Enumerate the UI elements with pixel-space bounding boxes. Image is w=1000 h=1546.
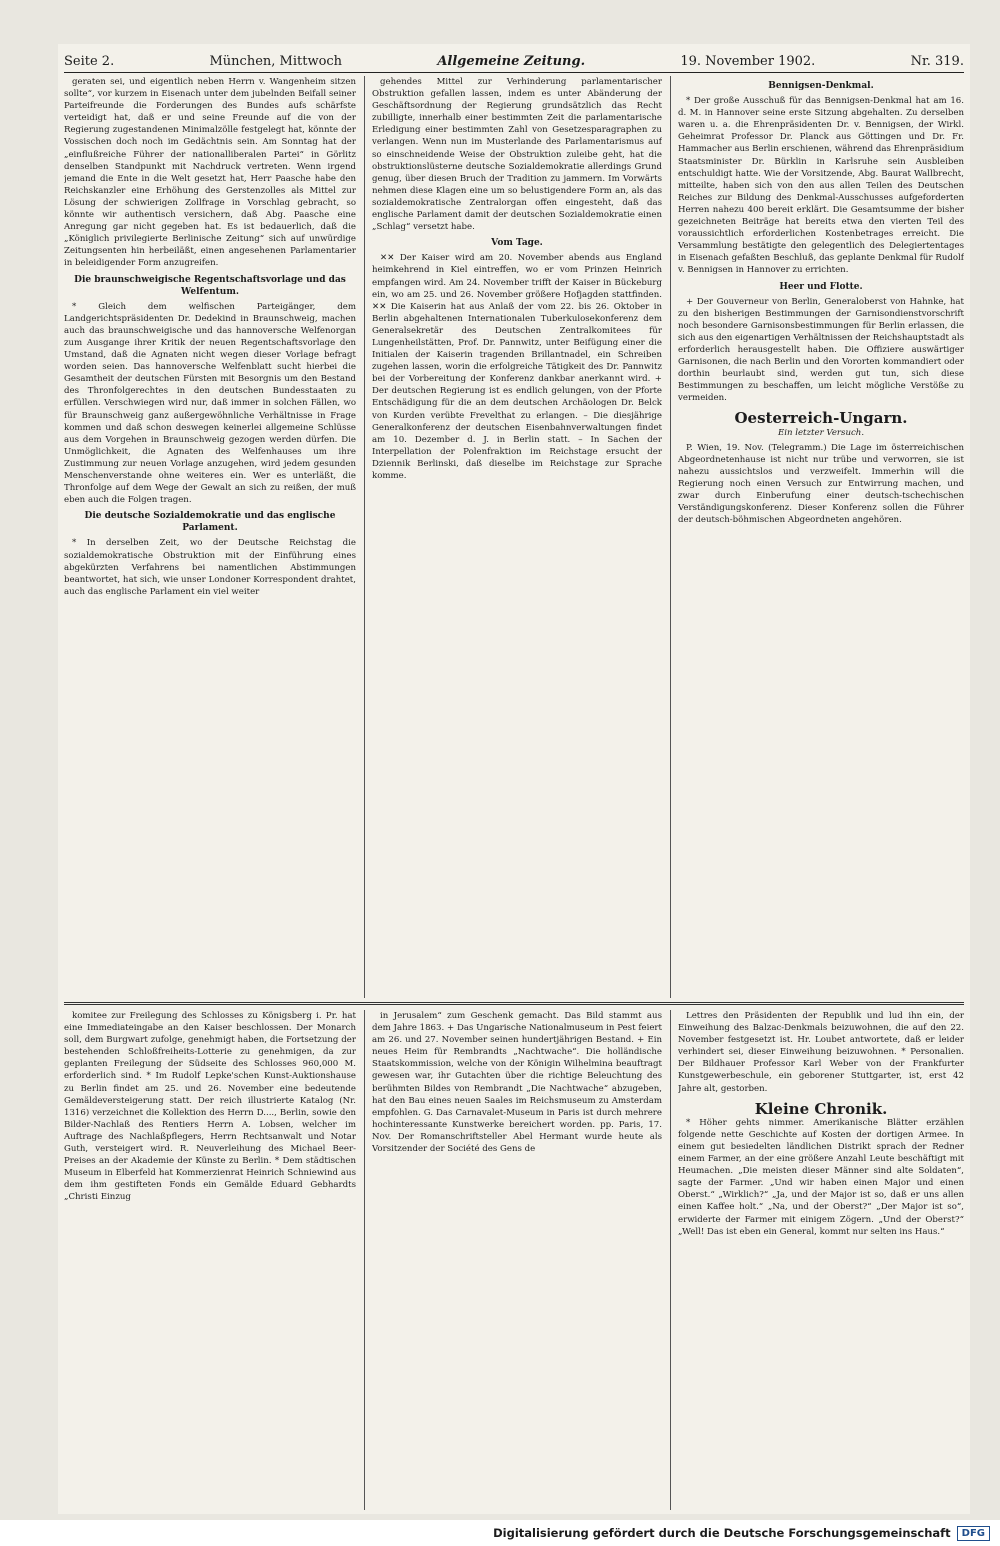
bottom-column-2	[372, 1010, 662, 1510]
article-text: + Der Gouverneur von Berlin, Generaloberst von Hahnke, hat zu den bisherigen Bestimmungen der Garnisondienstvorschrift noch besondere Garnisonsbestimmungen für Berlin erlassen, die sich aus den eigenartigen Verhältnissen der Reichshauptstadt als erforderlich herausgestellt haben. Die Offiziere auswärtiger Garnisonen, die nach Berlin und den Vororten kommandiert oder dorthin beurlaubt sind, werden gut tun, sich diese Bestimmungen zu beschaffen, um leicht mögliche Verstöße zu vermeiden.	[678, 296, 964, 404]
article-text: * Gleich dem welfischen Parteigänger, dem Landgerichtspräsidenten Dr. Dedekind in Braunschweig, machen auch das braunschweigische und das hannoversche Welfenorgan zum Ausgange ihrer Kritik der neuen Regentschaftsvorlage den Umstand, daß die Agnaten nicht wegen dieser Vorlage befragt worden seien. Das hannoversche Welfenblatt sucht hierbei die Gesamtheit der deutschen Fürsten mit Besorgnis um den Bestand des Thronfolgerechtes in den deutschen Bundesstaaten zu erfüllen. Verschwiegen wird nur, daß immer in solchen Fällen, wo für Braunschweig ganz außergewöhnliche Verhältnisse in Frage kommen und daß schon deswegen keinerlei allgemeine Schlüsse aus dem Vorgehen in Braunschweig gezogen werden dürfen. Die Unmöglichkeit, die Agnaten des Welfenhauses um ihre Zustimmung zur neuen Vorlage anzugehen, wird jedem gesunden Menschenverstande ohne weiteres ein. Wer es unterläßt, die Thronfolge auf dem Wege der Gewalt an sich zu reißen, der muß eben auch die Folgen tragen.	[64, 301, 356, 506]
page-header	[64, 50, 964, 73]
bottom-column-1	[64, 1010, 356, 1510]
column-2	[372, 76, 662, 1000]
article-heading: Vom Tage.	[491, 238, 543, 249]
paper-title: Allgemeine Zeitung.	[437, 53, 586, 69]
article-text: gehendes Mittel zur Verhinderung parlamentarischer Obstruktion gefallen lassen, indem es unter Abänderung der Geschäftsordnung der Regierung grundsätzlich das Recht zubilligte, innerhalb einer bestimmten Zeit die parlamentarische Erledigung einer bestimmten Zahl von Gesetzesparagraphen zu verlangen. Wenn nun im Musterlande des Parlamentarismus auf so einschneidende Weise der Obstruktion zuleibe geht, hat die obstruktionslüsterne deutsche Sozialdemokratie allerdings Grund genug, über diesen Bruch der Tradition zu jammern. Im Vorwärts nehmen diese Klagen eine um so belustigendere Form an, als das sozialdemokratische Zentralorgan offen eingesteht, daß das englische Parlament damit der deutschen Sozialdemokratie einen „Schlag“ versetzt habe.	[372, 77, 662, 233]
article-heading: Heer und Flotte.	[779, 281, 863, 292]
feuilleton-separator	[64, 1002, 964, 1005]
section-title: Kleine Chronik.	[754, 1099, 888, 1118]
article-text: * Höher gehts nimmer. Amerikanische Blätter erzählen folgende nette Geschichte auf Kosten der dortigen Armee. In einem gut besiedelten ländlichen Distrikt sprach der Redner einem Farmer, an der eine größere Anzahl Leute beschäftigt mit Heumachen. „Die meisten dieser Männer sind alte Soldaten“, sagte der Farmer. „Und wir haben einen Major und einen Oberst.“ „Wirklich?“ „Ja, und der Major ist so, daß er uns allen einen Kaffee holt.“ „Na, und der Oberst?“ „Der Major ist so“, erwiderte der Farmer mit einigem Zögern. „Und der Oberst?“ „Well! Das ist eben ein General, kommt nur selten ins Haus.“	[678, 1117, 964, 1237]
issue-location: München, Mittwoch	[209, 53, 343, 69]
column-1	[64, 76, 356, 1000]
article-text: * Der große Ausschuß für das Bennigsen-Denkmal hat am 16. d. M. in Hannover seine erste Sitzung abgehalten. Zu derselben waren u. a. die Ehrenpräsidenten Dr. v. Bennigsen, der Wirkl. Geheimrat Professor Dr. Planck aus Göttingen und Dr. Fr. Hammacher aus Berlin erschienen, während das Ehrenpräsidium Staatsminister Dr. Bürklin in Karlsruhe sein Ausbleiben entschuldigt hatte. Wie der Vorsitzende, Abg. Baurat Wallbrecht, mitteilte, haben sich von den aus allen Teilen des Deutschen Reiches zur Bildung des Denkmal-Ausschusses aufgeforderten Herren nahezu 400 bereit erklärt. Die Gesamtsumme der bisher gezeichneten Beiträge hat bereits etwa den vierten Teil des voraussichtlich erforderlichen Kostenbetrages erreicht. Die Versammlung bestätigte den gelegentlich des Delegiertentages in Eisenach gefaßten Beschluß, das geplante Denkmal für Rudolf v. Bennigsen in Hannover zu errichten.	[678, 96, 964, 276]
funding-credit: Digitalisierung gefördert durch die Deutsche Forschungsgemeinschaft	[493, 1526, 951, 1540]
article-heading: Bennigsen-Denkmal.	[768, 81, 874, 91]
column-3	[678, 76, 964, 1000]
article-text: komitee zur Freilegung des Schlosses zu Königsberg i. Pr. hat eine Immediateingabe an den Kaiser beschlossen. Der Monarch soll, dem Burgwart zufolge, genehmigt haben, die Fortsetzung der bestehenden Schloßfreiheits-Lotterie zu genehmigen, da zur geplanten Freilegung der Südseite des Schlosses 960,000 M. erforderlich sind. * Im Rudolf Lepke'schen Kunst-Auktionshause zu Berlin findet am 25. und 26. November eine bedeutende Gemäldeversteigerung statt. Der reich illustrierte Katalog (Nr. 1316) verzeichnet die Kollektion des Herrn D...., Berlin, sowie den Bilder-Nachlaß des Rentiers Herrn A. Lobsen, welcher im Auftrage des Nachlaßpflegers, Herrn Rechtsanwalt und Notar Guth, versteigert wird. R. Neuverleihung des Michael Beer-Preises an der Akademie der Künste zu Berlin. * Dem städtischen Museum in Elberfeld hat Kommerzienrat Heinrich Schniewind aus dem ihm gestifteten Fonds ein Gemälde Eduard Gebhardts „Christi Einzug	[64, 1011, 356, 1203]
article-text: Lettres den Präsidenten der Republik und lud ihn ein, der Einweihung des Balzac-Denkmals beizuwohnen, die auf den 22. November festgesetzt ist. Hr. Loubet antwortete, daß er leider verhindert sei, dieser Einweihung beizuwohnen. * Personalien. Der Bildhauer Professor Karl Weber von der Frankfurter Kunstgewerbeschule, ein geborener Stuttgarter, ist, erst 42 Jahre alt, gestorben.	[678, 1011, 964, 1094]
article-text: in Jerusalem“ zum Geschenk gemacht. Das Bild stammt aus dem Jahre 1863. + Das Ungarische Nationalmuseum in Pest feiert am 26. und 27. November seinen hundertjährigen Bestand. + Ein neues Heim für Rembrandts „Nachtwache“. Die holländische Staatskommission, welche von der Königin Wilhelmina beauftragt gewesen war, ihr Gutachten über die richtige Beleuchtung des berühmten Bildes von Rembrandt „Die Nachtwache“ abzugeben, hat den Bau eines neuen Saales im Reichsmuseum zu Amsterdam empfohlen. G. Das Carnavalet-Museum in Paris ist durch mehrere hochinteressante Kunstwerke bereichert worden. pp. Paris, 17. Nov. Der Romanschriftsteller Abel Hermant wurde heute als Vorsitzender der Société des Gens de	[372, 1011, 662, 1155]
dfg-logo: DFG	[957, 1526, 990, 1541]
column-divider	[364, 1010, 365, 1510]
article-heading: Die deutsche Sozialdemokratie und das englische Parlament.	[84, 511, 336, 534]
column-divider	[670, 76, 671, 998]
article-text: geraten sei, und eigentlich neben Herrn v. Wangenheim sitzen sollte“, vor kurzem in Eisenach unter dem jubelnden Beifall seiner Parteifreunde die Forderungen des Bundes aufs schärfste verteidigt hat, daß er und seine Freunde auf die von der Regierung zugestandenen Minimalzölle festgelegt hat, könnte der Vossischen doch noch im Gedächtnis sein. Am Sonntag hat der „einflußreiche Führer der nationalliberalen Partei“ in Görlitz denselben Standpunkt mit Nachdruck vertreten. Wenn irgend jemand die Ente in die Welt gesetzt hat, Herr Paasche habe den Reichskanzler eine Erhöhung des Gerstenzolles als Mittel zur Lösung der schwierigen Zollfrage in Vorschlag gebracht, so könnte wir authentisch versichern, daß Abg. Paasche eine Anregung gar nicht gegeben hat. Es ist bedauerlich, daß die „Königlich privilegierte Berlinische Zeitung“ sich auf unwürdige Zeitungsenten hin herbeiläßt, einen angesehenen Parlamentarier in beleidigender Form anzugreifen.	[64, 77, 356, 269]
issue-number: Nr. 319.	[910, 53, 964, 69]
digitization-footer	[0, 1520, 1000, 1546]
section-title: Oesterreich-Ungarn.	[734, 409, 908, 428]
issue-date: 19. November 1902.	[680, 53, 816, 69]
newspaper-page	[58, 44, 970, 1514]
article-text: ✕✕ Der Kaiser wird am 20. November abends aus England heimkehrend in Kiel eintreffen, wo er vom Prinzen Heinrich empfangen wird. Am 24. November trifft der Kaiser in Bückeburg ein, wo am 25. und 26. November größere Hofjagden stattfinden. ✕✕ Die Kaiserin hat aus Anlaß der vom 22. bis 26. Oktober in Berlin abgehaltenen Internationalen Tuberkulosekonferenz dem Generalsekretär des Deutschen Zentralkomitees für Lungenheilstätten, Prof. Dr. Pannwitz, unter Beifügung einer die Initialen der Kaiserin tragenden Brillantnadel, ein Schreiben zugehen lassen, worin die erfolgreiche Tätigkeit des Dr. Pannwitz bei der Vorbereitung der Konferenz dankbar anerkannt wird. + Der deutschen Regierung ist es endlich gelungen, von der Pforte Entschädigung für die an dem deutschen Archäologen Dr. Belck von Kurden verübte Frevelthat zu erlangen. – Die diesjährige Generalkonferenz der deutschen Eisenbahnverwaltungen findet am 10. Dezember d. J. in Berlin statt. – In Sachen der Interpellation der Polenfraktion im Reichstage ersucht der Dziennik Berlinski, daß dieselbe im Reichstage zur Sprache komme.	[372, 253, 662, 481]
article-subtitle: Ein letzter Versuch.	[777, 427, 865, 438]
column-divider	[670, 1010, 671, 1510]
column-divider	[364, 76, 365, 998]
article-text: P. Wien, 19. Nov. (Telegramm.) Die Lage im österreichischen Abgeordnetenhause ist nicht nur trübe und verworren, sie ist nahezu aussichtslos und verzweifelt. Immerhin will die Regierung noch einen Versuch zur Entwirrung machen, und zwar durch Einberufung einer deutsch-tschechischen Verständigungskonferenz. Dieser Konferenz sollen die Führer der deutsch-böhmischen Abgeordneten angehören.	[678, 442, 964, 526]
bottom-column-3	[678, 1010, 964, 1510]
page-number: Seite 2.	[64, 53, 115, 69]
article-text: * In derselben Zeit, wo der Deutsche Reichstag die sozialdemokratische Obstruktion mit der Einführung eines abgekürzten Verfahrens bei namentlichen Abstimmungen beantwortet, hat sich, wie unser Londoner Korrespondent drahtet, auch das englische Parlament ein viel weiter	[64, 538, 356, 597]
article-heading: Die braunschweigische Regentschaftsvorlage und das Welfentum.	[74, 274, 346, 297]
